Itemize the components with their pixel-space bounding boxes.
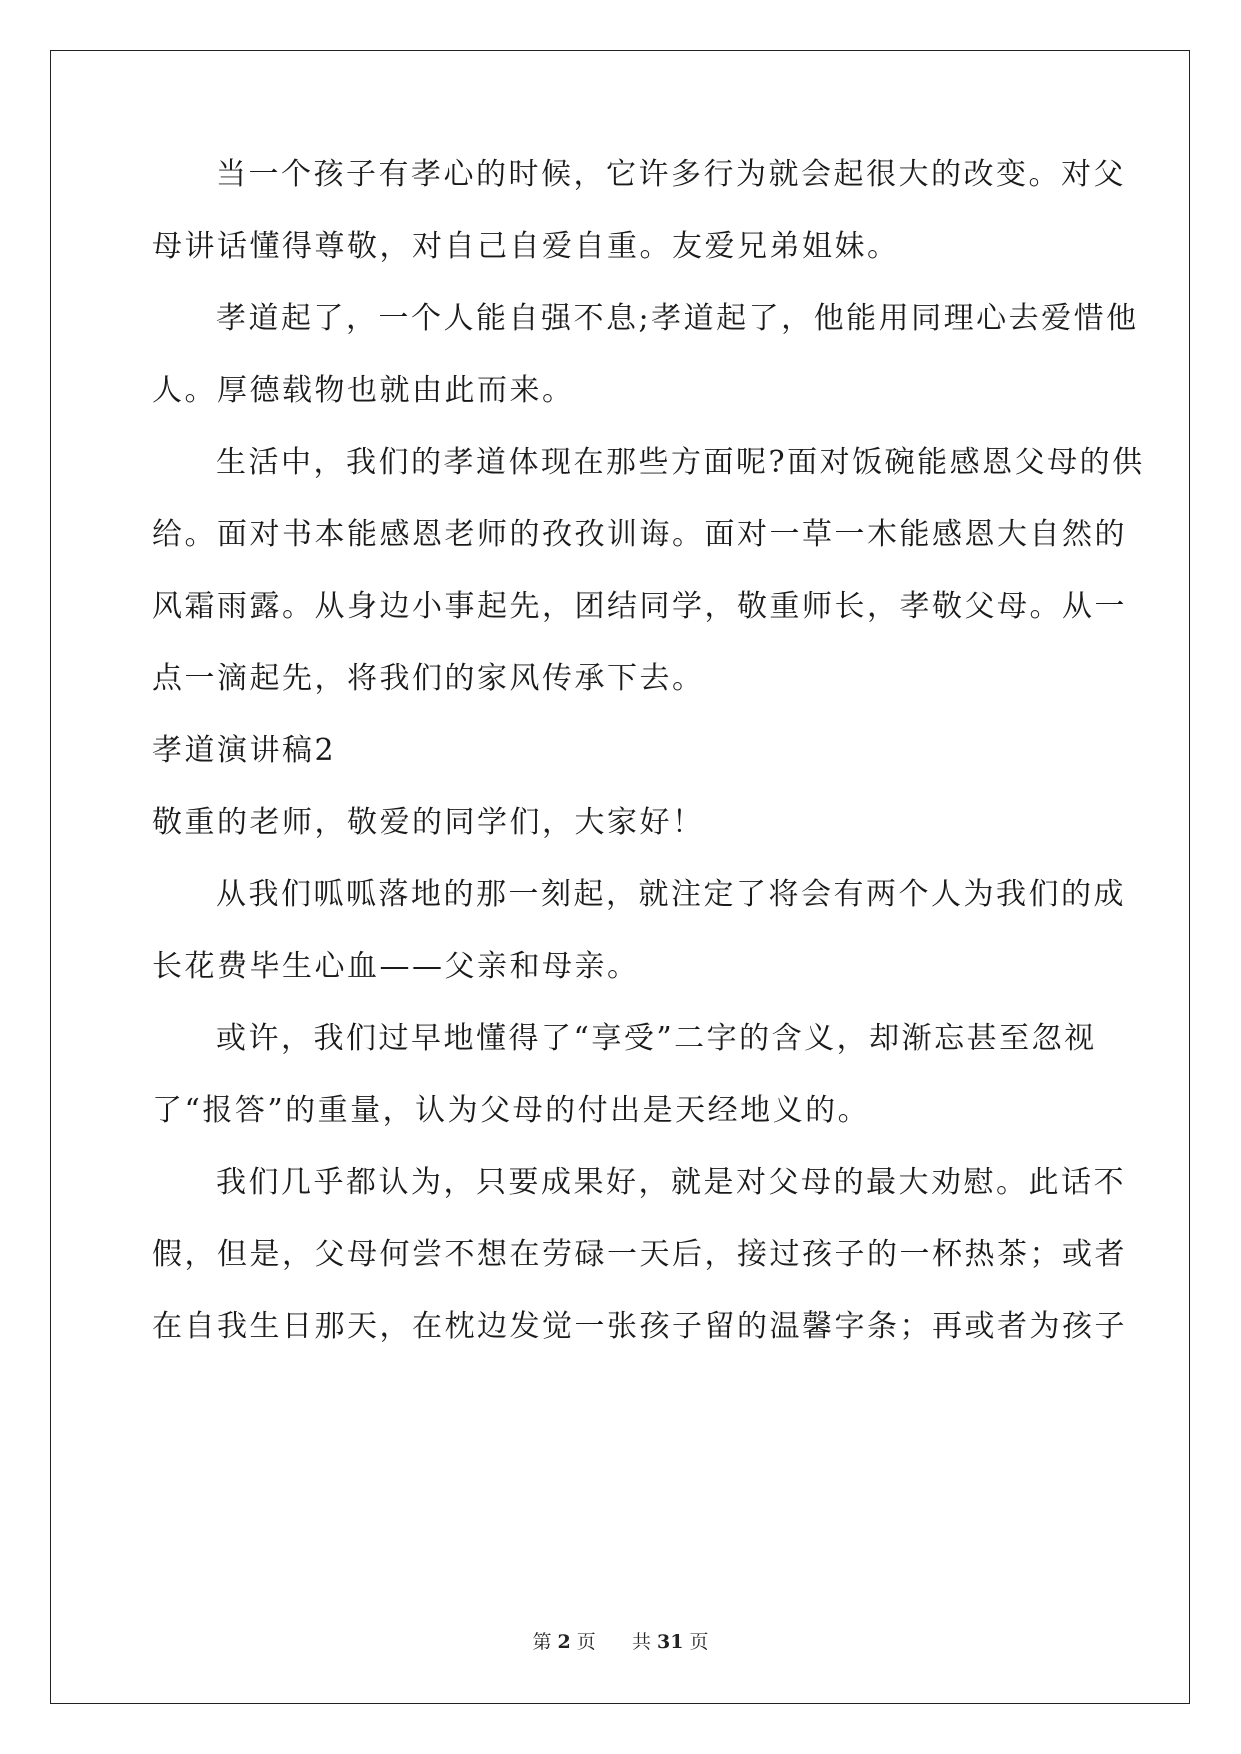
paragraph-line: 母讲话懂得尊敬，对自己自爱自重。友爱兄弟姐妹。 (152, 229, 900, 264)
paragraph-line: 或许，我们过早地懂得了“享受”二字的含义，却渐忘甚至忽视 (216, 1021, 1097, 1056)
paragraph-line: 在自我生日那天，在枕边发觉一张孩子留的温馨字条；再或者为孩子 (152, 1309, 1127, 1344)
paragraph-line: 生活中，我们的孝道体现在那些方面呢?面对饭碗能感恩父母的供 (216, 445, 1145, 480)
page-footer (0, 1630, 1241, 1654)
page-number: 2 (557, 1631, 571, 1653)
paragraph-line: 孝道起了，一个人能自强不息;孝道起了，他能用同理心去爱惜他 (216, 301, 1139, 336)
paragraph-line: 当一个孩子有孝心的时候，它许多行为就会起很大的改变。对父 (216, 157, 1126, 192)
salutation: 敬重的老师，敬爱的同学们，大家好！ (152, 805, 705, 840)
paragraph-line: 从我们呱呱落地的那一刻起，就注定了将会有两个人为我们的成 (216, 877, 1126, 912)
paragraph-line: 长花费毕生心血——父亲和母亲。 (152, 949, 640, 984)
paragraph-line: 我们几乎都认为，只要成果好，就是对父母的最大劝慰。此话不 (216, 1165, 1126, 1200)
total-label-prefix: 共 (631, 1631, 651, 1653)
paragraph-line: 点一滴起先，将我们的家风传承下去。 (152, 661, 705, 696)
section-title: 孝道演讲稿2 (152, 733, 337, 768)
paragraph-line: 了“报答”的重量，认为父母的付出是天经地义的。 (152, 1093, 871, 1128)
paragraph-line: 风霜雨露。从身边小事起先，团结同学，敬重师长，孝敬父母。从一 (152, 589, 1127, 624)
page-indicator (530, 1631, 599, 1653)
page-label-prefix: 第 (532, 1631, 552, 1653)
page-label-suffix: 页 (576, 1631, 596, 1653)
total-pages-indicator (629, 1631, 711, 1653)
paragraph-line: 人。厚德载物也就由此而来。 (152, 373, 575, 408)
total-label-suffix: 页 (689, 1631, 709, 1653)
paragraph-line: 假，但是，父母何尝不想在劳碌一天后，接过孩子的一杯热茶；或者 (152, 1237, 1127, 1272)
paragraph-line: 给。面对书本能感恩老师的孜孜训诲。面对一草一木能感恩大自然的 (152, 517, 1127, 552)
total-pages: 31 (656, 1631, 684, 1653)
